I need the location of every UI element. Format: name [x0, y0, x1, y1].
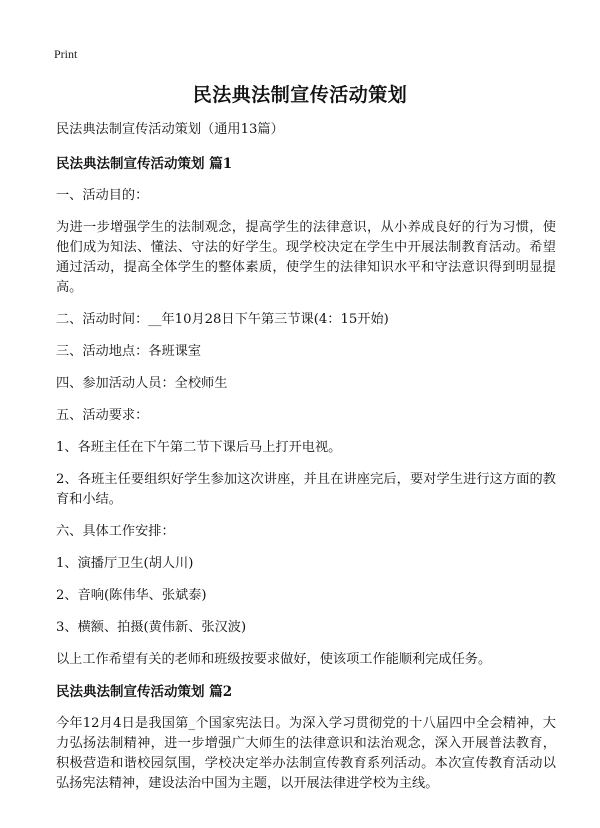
section-heading-2: 民法典法制宣传活动策划 篇2 — [56, 684, 233, 700]
paragraph: 2、音响(陈伟华、张斌泰) — [56, 588, 207, 603]
document-body — [56, 120, 556, 806]
paragraph: 六、具体工作安排： — [56, 524, 175, 539]
paragraph: 三、活动地点：各班课室 — [56, 344, 202, 359]
paragraph: 以上工作希望有关的老师和班级按要求做好，使该项工作能顺利完成任务。 — [56, 652, 492, 667]
paragraph: 今年12月4日是我国第_个国家宪法日。为深入学习贯彻党的十八届四中全会精神，大力弘扬法制精神，进一步增强广大师生的法律意识和法治观念，深入开展普法教育，积极营造和谐校园氛围，学校决定举办法制宣传教育系列活动。本次宣传教育活动以弘扬宪法精神，建设法治中国为主题，以开展法律进学校为主线。 — [56, 716, 556, 791]
print-label[interactable]: Print — [54, 47, 78, 61]
paragraph: 一、活动目的： — [56, 188, 149, 203]
paragraph: 四、参加活动人员：全校师生 — [56, 376, 228, 391]
paragraph: 为进一步增强学生的法制观念，提高学生的法律意识，从小养成良好的行为习惯，使他们成为知法、懂法、守法的好学生。现学校决定在学生中开展法制教育活动。希望通过活动，提高全体学生的整体素质，使学生的法律知识水平和守法意识得到明显提高。 — [56, 220, 556, 295]
document-subtitle: 民法典法制宣传活动策划（通用13篇） — [56, 122, 284, 137]
paragraph: 3、横额、拍摄(黄伟新、张汉波) — [56, 620, 247, 635]
document-title: 民法典法制宣传活动策划 — [192, 84, 408, 106]
section-heading-1: 民法典法制宣传活动策划 篇1 — [56, 156, 233, 172]
paragraph: 二、活动时间：__年10月28日下午第三节课(4：15开始) — [56, 312, 389, 327]
paragraph: 五、活动要求： — [56, 408, 149, 423]
paragraph: 1、各班主任在下午第二节下课后马上打开电视。 — [56, 440, 342, 455]
paragraph: 1、演播厅卫生(胡人川) — [56, 556, 194, 571]
paragraph: 2、各班主任要组织好学生参加这次讲座，并且在讲座完后，要对学生进行这方面的教育和小结。 — [56, 472, 556, 507]
